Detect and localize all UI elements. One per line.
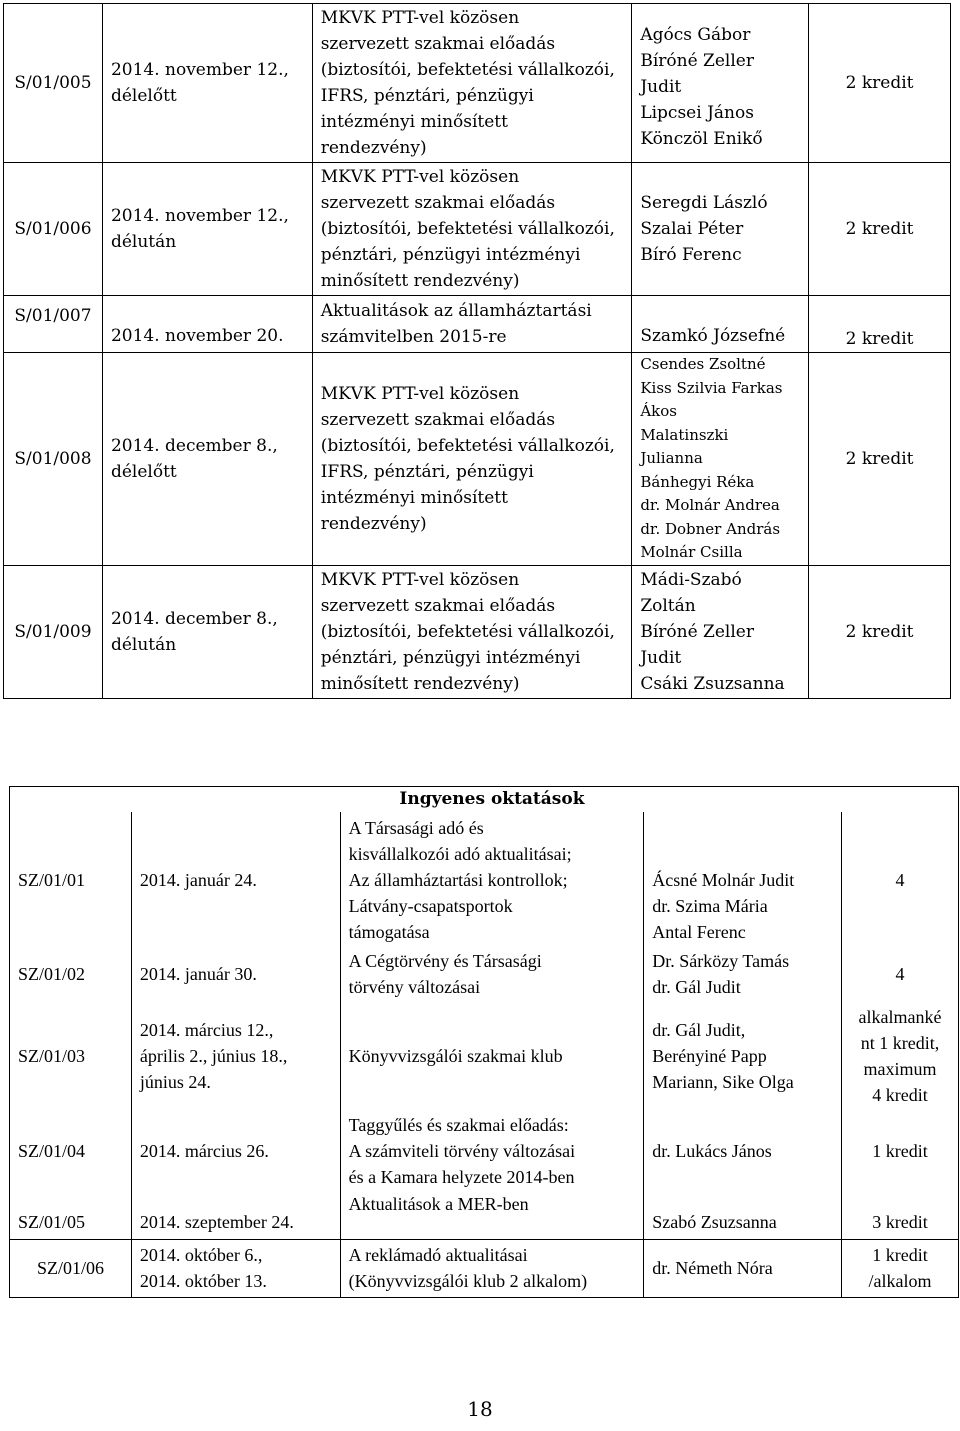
event-credit: 1 kredit [842,1111,959,1191]
event-title: A reklámadó aktualitásai (Könyvvizsgálói klub 2 alkalom) [340,1239,644,1297]
table-row [10,812,959,947]
event-title: Aktualitások az államháztartási számvitelben 2015-re [312,296,632,353]
event-code: S/01/005 [4,4,103,163]
event-presenters: Dr. Sárközy Tamás dr. Gál Judit [644,947,842,1001]
event-credit: 2 kredit [809,163,951,296]
event-code: SZ/01/05 [10,1191,132,1239]
event-code: SZ/01/06 [10,1239,132,1297]
event-presenters: Szabó Zsuzsanna [644,1191,842,1239]
event-date: 2014. december 8., délelőtt [102,353,312,566]
page-number: 18 [467,1397,493,1421]
event-date: 2014. november 12., délelőtt [102,4,312,163]
event-date: 2014. március 12., április 2., június 18., június 24. [131,1001,340,1111]
event-code: S/01/006 [4,163,103,296]
event-credit: 2 kredit [809,565,951,698]
event-title: Aktualitások a MER-ben [340,1191,644,1239]
event-title: Könyvvizsgálói szakmai klub [340,1001,644,1111]
table-row [4,296,951,353]
event-title: MKVK PTT-vel közösen szervezett szakmai előadás (biztosítói, befektetési vállalkozói, pénztári, pénzügyi intézményi minősített rendezvény) [312,163,632,296]
event-date: 2014. március 26. [131,1111,340,1191]
event-presenters: Agócs Gábor Bíróné Zeller Judit Lipcsei János Könczöl Enikő [632,4,809,163]
event-code: SZ/01/03 [10,1001,132,1111]
event-code: SZ/01/01 [10,812,132,947]
free-training-table [9,786,959,1298]
event-date: 2014. január 30. [131,947,340,1001]
event-credit: 2 kredit [809,4,951,163]
table-title: Ingyenes oktatások [399,789,585,809]
event-credit: alkalmanké nt 1 kredit, maximum 4 kredit [842,1001,959,1111]
event-title: Taggyűlés és szakmai előadás: A számviteli törvény változásai és a Kamara helyzete 2014-ben [340,1111,644,1191]
event-presenters: Szamkó Józsefné [632,296,809,353]
event-credit: 4 [842,812,959,947]
table-row [10,1191,959,1239]
training-table [3,3,951,699]
event-date: 2014. november 12., délután [102,163,312,296]
table-row [4,353,951,566]
event-title: MKVK PTT-vel közösen szervezett szakmai előadás (biztosítói, befektetési vállalkozói, IFRS, pénztári, pénzügyi intézményi minősített rendezvény) [312,353,632,566]
event-date: 2014. október 6., 2014. október 13. [131,1239,340,1297]
event-presenters: dr. Németh Nóra [644,1239,842,1297]
table-row [4,565,951,698]
event-presenters: dr. Gál Judit, Berényiné Papp Mariann, Sike Olga [644,1001,842,1111]
event-code: S/01/009 [4,565,103,698]
event-credit: 4 [842,947,959,1001]
event-presenters: Seregdi László Szalai Péter Bíró Ferenc [632,163,809,296]
event-presenters: Ácsné Molnár Judit dr. Szima Mária Antal Ferenc [644,812,842,947]
event-code: SZ/01/04 [10,1111,132,1191]
event-credit: 3 kredit [842,1191,959,1239]
table-row [10,1239,959,1297]
table-row [4,4,951,163]
event-title: MKVK PTT-vel közösen szervezett szakmai előadás (biztosítói, befektetési vállalkozói, IFRS, pénztári, pénzügyi intézményi minősített rendezvény) [312,4,632,163]
table-header-row [10,787,959,813]
event-date: 2014. november 20. [102,296,312,353]
event-code: S/01/008 [4,353,103,566]
table-row [10,947,959,1001]
event-credit: 1 kredit /alkalom [842,1239,959,1297]
event-presenters: Mádi-Szabó Zoltán Bíróné Zeller Judit Csáki Zsuzsanna [632,565,809,698]
event-title: A Társasági adó és kisvállalkozói adó aktualitásai; Az államháztartási kontrollok; Látvány-csapatsportok támogatása [340,812,644,947]
table-row [10,1001,959,1111]
event-credit: 2 kredit [809,353,951,566]
table-row [10,1111,959,1191]
event-title: A Cégtörvény és Társasági törvény változásai [340,947,644,1001]
event-code: S/01/007 [4,296,103,353]
event-presenters: Csendes Zsoltné Kiss Szilvia Farkas Ákos Malatinszki Julianna Bánhegyi Réka dr. Molnár Andrea dr. Dobner András Molnár Csilla [632,353,809,566]
event-credit: 2 kredit [809,296,951,353]
event-date: 2014. szeptember 24. [131,1191,340,1239]
event-date: 2014. december 8., délután [102,565,312,698]
table-row [4,163,951,296]
event-title: MKVK PTT-vel közösen szervezett szakmai előadás (biztosítói, befektetési vállalkozói, pénztári, pénzügyi intézményi minősített rendezvény) [312,565,632,698]
event-code: SZ/01/02 [10,947,132,1001]
event-date: 2014. január 24. [131,812,340,947]
event-presenters: dr. Lukács János [644,1111,842,1191]
